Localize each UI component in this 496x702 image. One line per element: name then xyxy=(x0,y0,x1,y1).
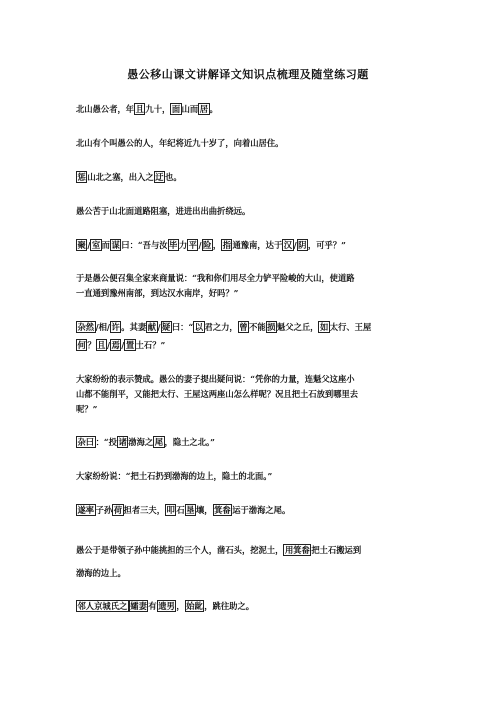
text-segment: 君之力， xyxy=(204,322,238,332)
translation-line xyxy=(76,545,361,556)
translation-line xyxy=(76,568,126,579)
text-segment: 不能 xyxy=(249,322,266,332)
original-text-line xyxy=(76,104,218,115)
boxed-keyword: 室 xyxy=(91,240,101,250)
boxed-keyword: 杂曰 xyxy=(77,437,95,447)
text-segment: 。其妻 xyxy=(121,322,147,332)
boxed-keyword: 许 xyxy=(111,322,120,332)
boxed-keyword: 指 xyxy=(222,240,231,250)
text-segment: 大家纷纷说：“把土石扔到渤海的边上，隐土的北面。” xyxy=(76,471,273,481)
text-segment: ，跳往助之。 xyxy=(204,601,255,611)
boxed-keyword: 邻人京城氏之 xyxy=(77,601,128,611)
text-segment: 山而 xyxy=(181,104,199,114)
translation-line xyxy=(76,404,97,415)
boxed-keyword: 以 xyxy=(194,322,204,332)
text-segment: / xyxy=(106,340,110,350)
boxed-keyword: 平 xyxy=(188,240,197,250)
boxed-keyword: 荷 xyxy=(113,505,123,515)
text-segment: 太行、王屋 xyxy=(329,322,372,332)
original-text-line xyxy=(76,172,182,183)
text-segment: 九十， xyxy=(145,104,171,114)
text-segment: 曰：“吾与汝 xyxy=(121,240,168,250)
text-segment: 力 xyxy=(178,240,188,250)
boxed-keyword: 诸 xyxy=(118,437,127,447)
text-segment: 把土石搬运到 xyxy=(311,545,362,555)
text-segment: ，隐土之北。” xyxy=(164,437,215,447)
text-segment: / xyxy=(157,322,161,332)
text-segment: 通豫南，达于 xyxy=(232,240,283,250)
text-segment: / xyxy=(198,240,202,250)
text-segment: 而 xyxy=(101,240,110,250)
text-segment: 渤海之 xyxy=(128,437,154,447)
translation-line xyxy=(76,471,272,482)
original-text-line xyxy=(76,240,346,251)
translation-line xyxy=(76,374,355,385)
boxed-keyword: 遗男 xyxy=(158,601,175,611)
document-title: 愚公移山课文讲解译文知识点梳理及随堂练习题 xyxy=(127,68,369,81)
translation-line xyxy=(76,288,238,299)
text-segment: / xyxy=(121,340,125,350)
text-segment: 运于渤海之尾。 xyxy=(232,505,291,515)
text-segment: 呢？” xyxy=(76,404,98,414)
boxed-keyword: 惩 xyxy=(77,172,86,182)
boxed-keyword: 曾 xyxy=(239,322,248,332)
text-segment: 于是愚公便召集全家来商量说：“我和你们用尽全力铲平险峻的大山，使道路 xyxy=(76,273,355,283)
text-segment: /相/ xyxy=(95,322,110,332)
boxed-keyword: 用箕畚 xyxy=(284,545,310,555)
text-segment: / xyxy=(87,240,91,250)
boxed-keyword: 损 xyxy=(267,322,276,332)
text-segment: 土石？” xyxy=(135,340,166,350)
original-text-line xyxy=(76,340,165,351)
boxed-keyword: 叩 xyxy=(166,505,175,515)
boxed-keyword: 谋 xyxy=(111,240,120,250)
original-text-line xyxy=(76,601,254,612)
text-segment: ， xyxy=(176,601,185,611)
boxed-keyword: 迂 xyxy=(155,172,164,182)
boxed-keyword: 面 xyxy=(171,104,181,114)
boxed-keyword: 险 xyxy=(203,240,212,250)
boxed-keyword: 遂率 xyxy=(77,505,95,515)
boxed-keyword: 置 xyxy=(125,340,135,350)
boxed-keyword: 杂然 xyxy=(77,322,95,332)
text-segment: 担者三夫， xyxy=(123,505,166,515)
boxed-keyword: 如 xyxy=(319,322,329,332)
text-segment: 山北之塞，出入之 xyxy=(87,172,154,182)
boxed-keyword: 献 xyxy=(147,322,156,332)
boxed-keyword: 孀妻 xyxy=(130,601,147,611)
translation-line xyxy=(76,206,250,217)
boxed-keyword: 箕畚 xyxy=(214,505,231,515)
text-segment: 也。 xyxy=(165,172,182,182)
text-segment: ：“投 xyxy=(95,437,117,447)
boxed-keyword: 尾 xyxy=(154,437,164,447)
text-segment: 渤海的边上。 xyxy=(76,568,126,578)
text-segment: 。 xyxy=(209,104,218,114)
translation-line xyxy=(76,138,283,149)
text-segment: 愚公苦于山北面道路阻塞，进进出出曲折绕远。 xyxy=(76,206,251,216)
boxed-keyword: 且 xyxy=(97,340,106,350)
text-segment: 子孙 xyxy=(95,505,113,515)
text-segment: 一直通到豫州南部，到达汉水南岸，好吗？” xyxy=(76,288,239,298)
text-segment: 愚公于是带领子孙中能挑担的三个人，凿石头，挖泥土， xyxy=(76,545,284,555)
text-segment: 壤， xyxy=(195,505,213,515)
boxed-keyword: 何 xyxy=(77,340,86,350)
original-text-line xyxy=(76,322,371,333)
text-segment: 有 xyxy=(148,601,157,611)
boxed-keyword: 焉 xyxy=(111,340,120,350)
boxed-keyword: 垦 xyxy=(186,505,195,515)
text-segment: 北山愚公者，年 xyxy=(76,104,135,114)
text-segment: 大家纷纷的表示赞成。愚公的妻子提出疑问说：“凭你的力量，连魁父这座小 xyxy=(76,374,355,384)
boxed-keyword: 阴 xyxy=(298,240,307,250)
original-text-line xyxy=(76,505,290,516)
text-segment: ，可乎？” xyxy=(307,240,346,250)
text-segment: 北山有个叫愚公的人，年纪将近九十岁了，向着山居住。 xyxy=(76,138,284,148)
boxed-keyword: 毕 xyxy=(169,240,178,250)
boxed-keyword: 居 xyxy=(199,104,209,114)
text-segment: ？ xyxy=(87,340,96,350)
text-segment: 魁父之丘， xyxy=(276,322,319,332)
text-segment: / xyxy=(293,240,297,250)
boxed-keyword: 疑 xyxy=(162,322,171,332)
translation-line xyxy=(76,389,358,400)
original-text-line xyxy=(76,437,215,448)
text-segment: 石 xyxy=(176,505,185,515)
boxed-keyword: 聚 xyxy=(77,240,86,250)
text-segment: 山都不能削平，又能把太行、王屋这两座山怎么样呢？况且把土石放到哪里去 xyxy=(76,389,359,399)
boxed-keyword: 汉 xyxy=(283,240,293,250)
text-segment: 曰：“ xyxy=(171,322,194,332)
boxed-keyword: 始龀 xyxy=(186,601,203,611)
translation-line xyxy=(76,273,355,284)
text-segment: ， xyxy=(212,240,222,250)
boxed-keyword: 且 xyxy=(135,104,144,114)
